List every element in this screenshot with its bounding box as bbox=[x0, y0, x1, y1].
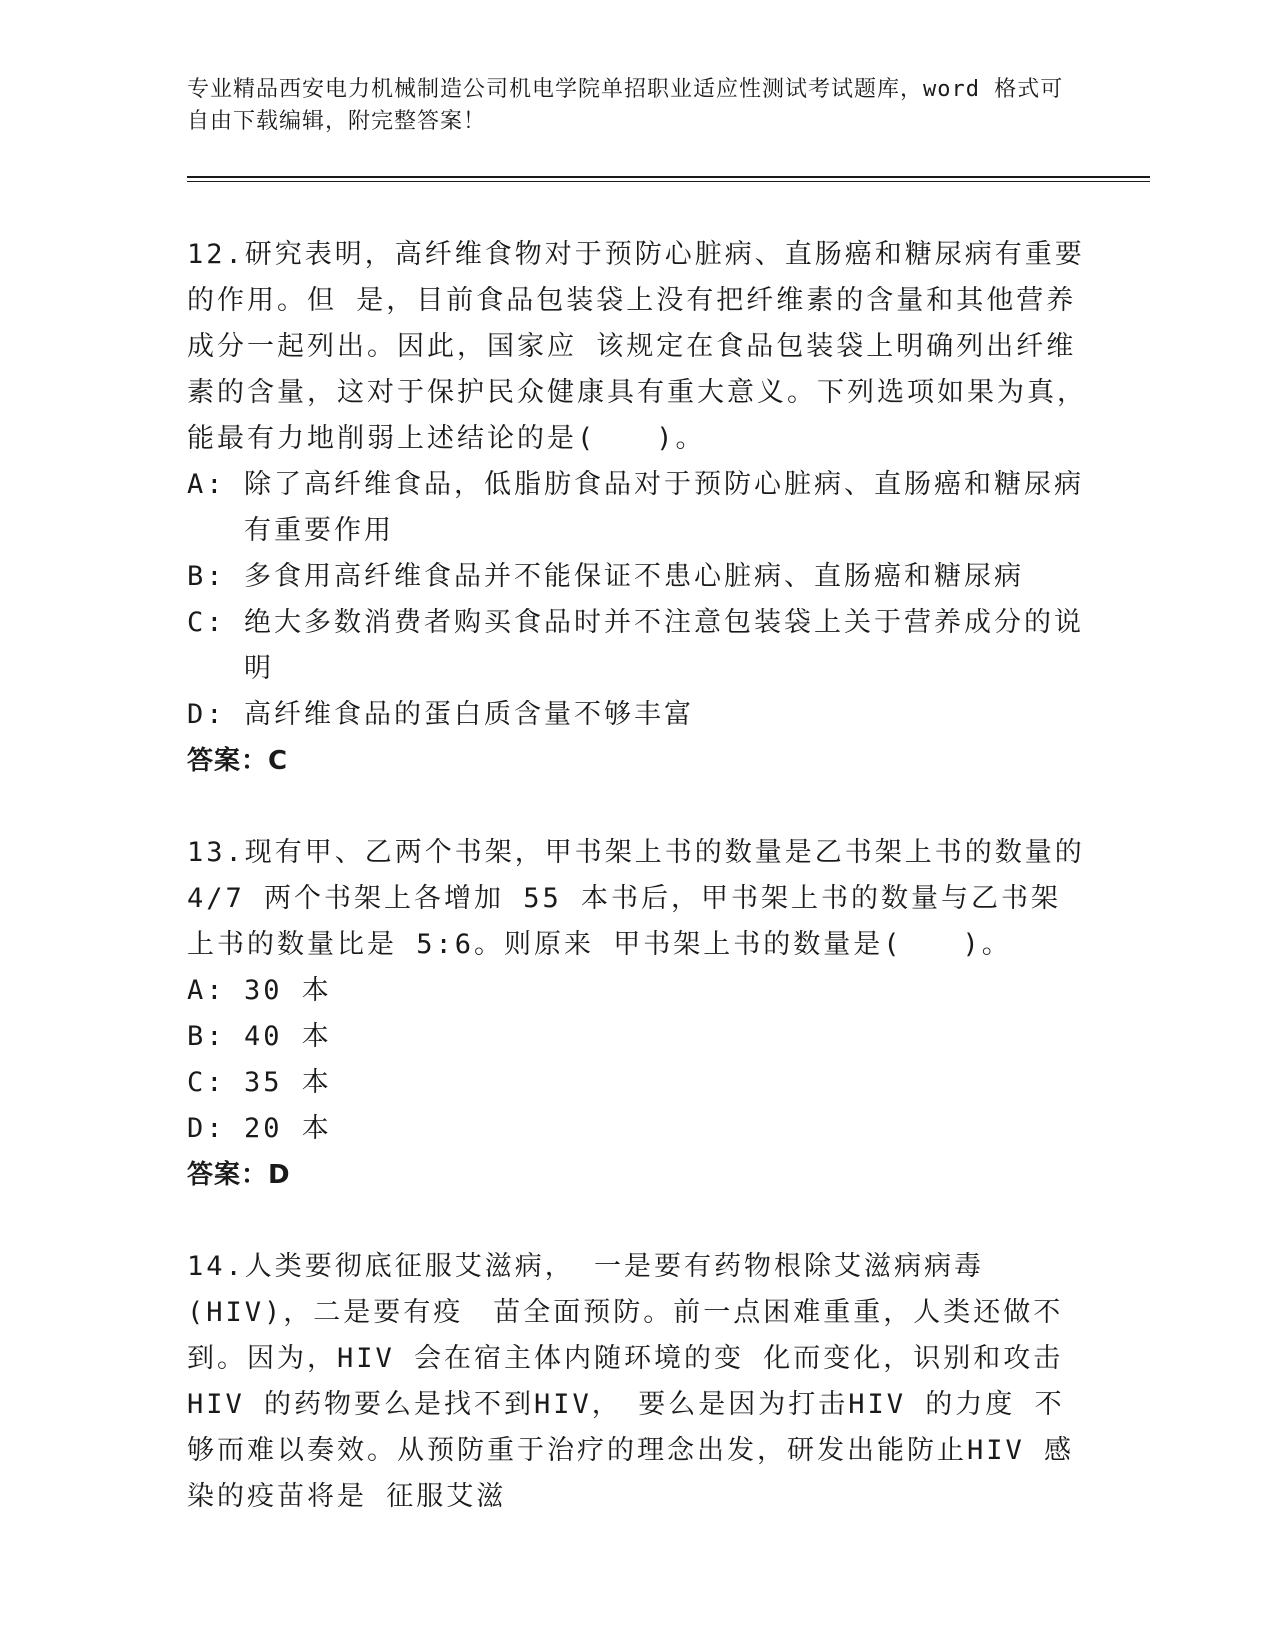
question-stem: 14.人类要彻底征服艾滋病， 一是要有药物根除艾滋病病毒 (HIV)，二是要有疫 苗全面预防。前一点困难重重，人类还做不到。因为，HIV 会在宿主体内随环境的变 化而变化，识别和攻击HIV 的药物要么是找不到HIV， 要么是因为打击HIV 的力度 不够而难以奏效。从预防重于治疗的理念出发，研发出能防止HIV 感染的疫苗将是 征服艾滋 bbox=[187, 1251, 1075, 1512]
option-text: 高纤维食品的蛋白质含量不够丰富 bbox=[244, 699, 694, 730]
question-13 bbox=[187, 830, 1087, 1198]
option-key: B: bbox=[187, 1021, 226, 1052]
option-key: B: bbox=[187, 561, 226, 592]
option-key: D: bbox=[187, 1113, 226, 1144]
option-text: 多食用高纤维食品并不能保证不患心脏病、直肠癌和糖尿病 bbox=[244, 561, 1024, 592]
option-a bbox=[187, 968, 1087, 1014]
header-divider-thin bbox=[187, 181, 1150, 182]
option-d bbox=[187, 1106, 1087, 1152]
option-key: D: bbox=[187, 699, 226, 730]
option-key: C: bbox=[187, 1067, 226, 1098]
question-12 bbox=[187, 232, 1087, 784]
header-divider-thick bbox=[187, 176, 1150, 178]
option-text: 30 本 bbox=[244, 975, 332, 1006]
option-d bbox=[187, 692, 1087, 738]
option-a bbox=[187, 462, 1087, 554]
question-list bbox=[187, 232, 1087, 1566]
option-text: 35 本 bbox=[244, 1067, 332, 1098]
question-stem: 12.研究表明，高纤维食物对于预防心脏病、直肠癌和糖尿病有重要的作用。但 是，目前食品包装袋上没有把纤维素的含量和其他营养成分一起列出。因此，国家应 该规定在食品包装袋上明确列出纤维素的含量，这对于保护民众健康具有重大意义。下列选项如果为真，能最有力地削弱上述结论的是( )。 bbox=[187, 239, 1087, 454]
option-key: C: bbox=[187, 607, 226, 638]
option-text: 20 本 bbox=[244, 1113, 332, 1144]
question-14 bbox=[187, 1244, 1087, 1520]
option-c bbox=[187, 1060, 1087, 1106]
option-c bbox=[187, 600, 1087, 692]
document-header: 专业精品西安电力机械制造公司机电学院单招职业适应性测试考试题库，word 格式可自由下载编辑，附完整答案！ bbox=[187, 77, 1064, 134]
option-text: 除了高纤维食品，低脂肪食品对于预防心脏病、直肠癌和糖尿病有重要作用 bbox=[244, 469, 1084, 546]
option-b bbox=[187, 554, 1087, 600]
option-text: 40 本 bbox=[244, 1021, 332, 1052]
answer-line: 答案：D bbox=[187, 1160, 291, 1190]
option-b bbox=[187, 1014, 1087, 1060]
option-text: 绝大多数消费者购买食品时并不注意包装袋上关于营养成分的说明 bbox=[244, 607, 1084, 684]
option-key: A: bbox=[187, 469, 226, 500]
answer-line: 答案：C bbox=[187, 746, 289, 776]
option-key: A: bbox=[187, 975, 226, 1006]
question-stem: 13.现有甲、乙两个书架，甲书架上书的数量是乙书架上书的数量的 4/7 两个书架上各增加 55 本书后，甲书架上书的数量与乙书架上书的数量比是 5:6。则原来 甲书架上书的数量是( )。 bbox=[187, 837, 1085, 960]
